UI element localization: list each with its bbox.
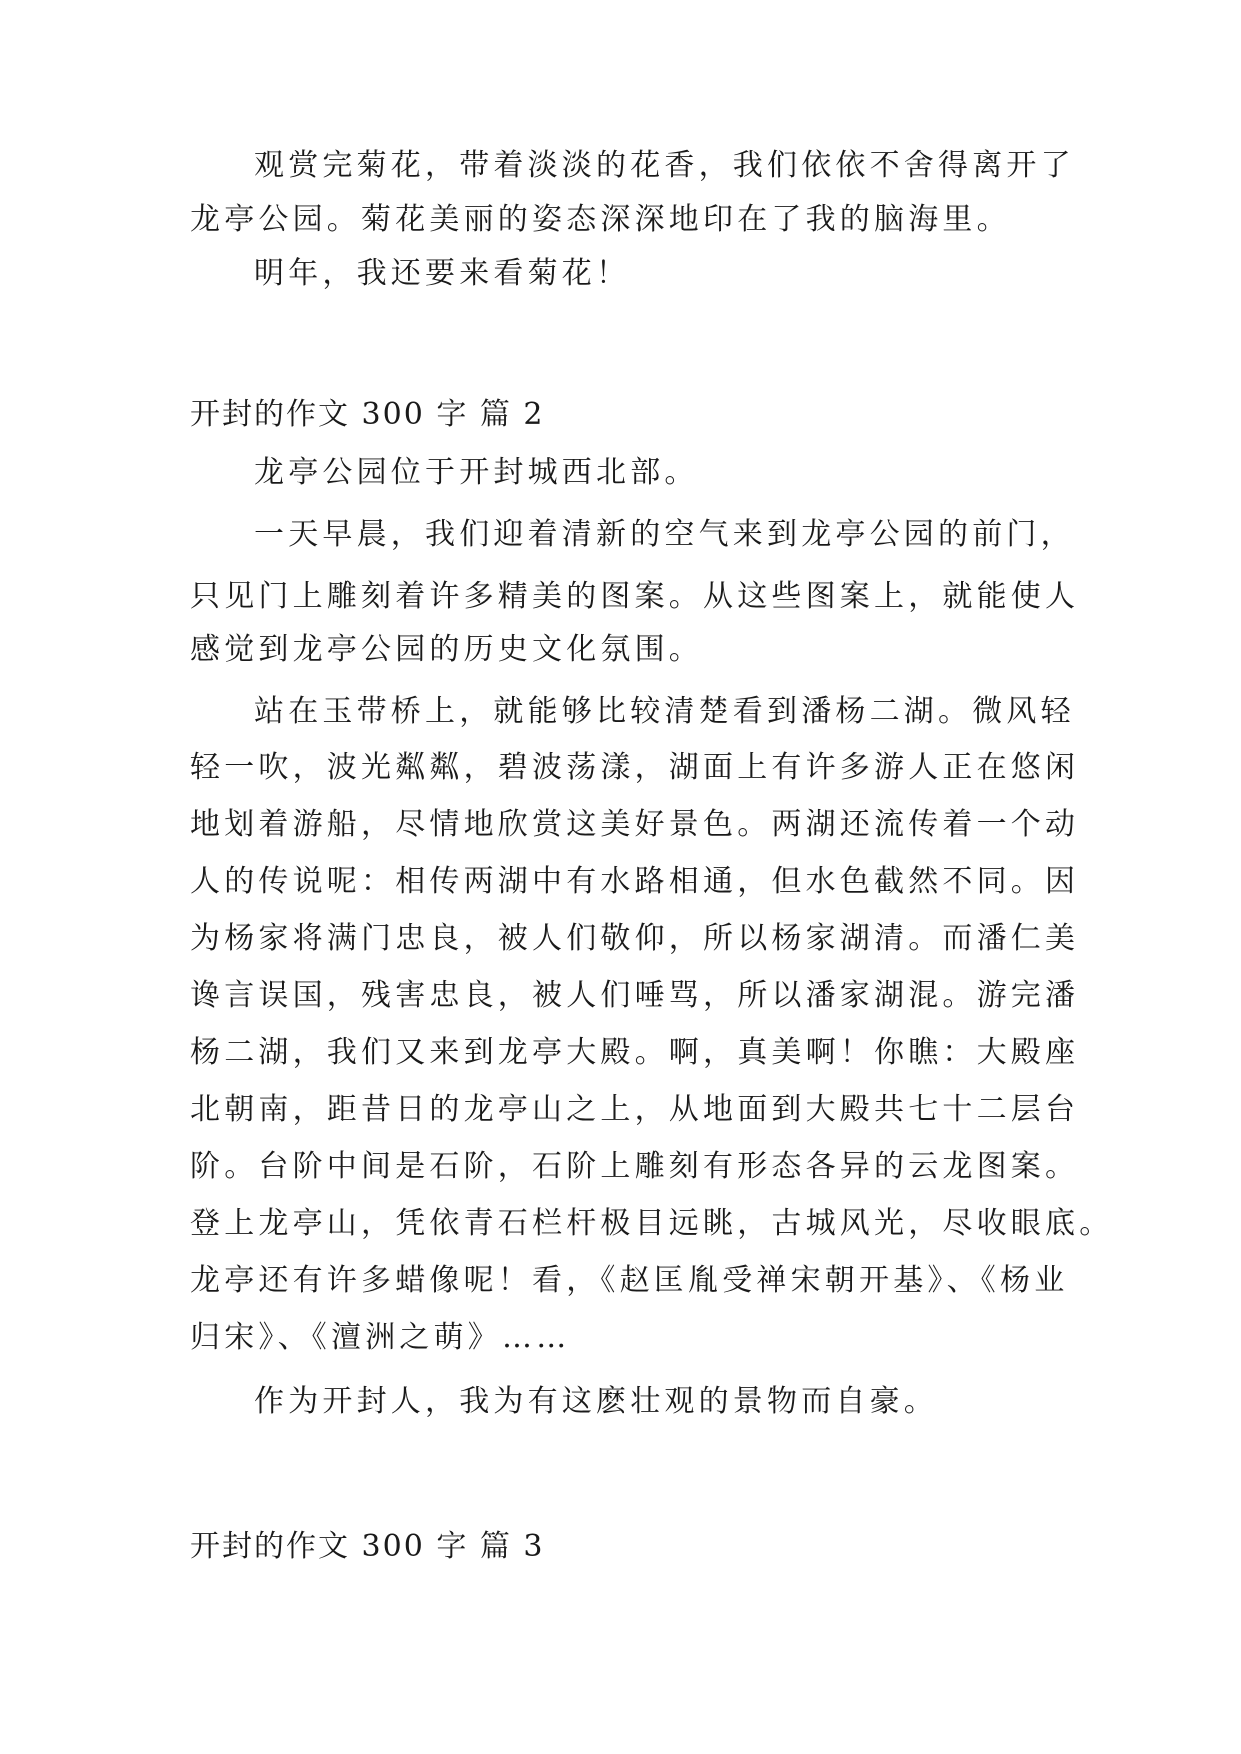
paragraph-line: 龙亭公园。菊花美丽的姿态深深地印在了我的脑海里。 [190, 202, 1011, 237]
paragraph-line: 北朝南，距昔日的龙亭山之上，从地面到大殿共七十二层台 [190, 1092, 1080, 1127]
paragraph-line: 作为开封人，我为有这麽壮观的景物而自豪。 [254, 1384, 938, 1419]
paragraph-line: 阶。台阶中间是石阶，石阶上雕刻有形态各异的云龙图案。 [190, 1149, 1080, 1184]
paragraph-line: 龙亭公园位于开封城西北部。 [254, 455, 699, 490]
paragraph-line: 只见门上雕刻着许多精美的图案。从这些图案上，就能使人 [190, 579, 1080, 614]
paragraph-line: 观赏完菊花，带着淡淡的花香，我们依依不舍得离开了 [254, 148, 1075, 183]
paragraph-line: 龙亭还有许多蜡像呢！看，《赵匡胤受禅宋朝开基》、《杨业 [190, 1263, 1069, 1298]
paragraph-line: 站在玉带桥上，就能够比较清楚看到潘杨二湖。微风轻 [254, 694, 1075, 729]
paragraph-line: 明年，我还要来看菊花！ [254, 256, 631, 291]
section-heading: 开封的作文 300 字 篇 2 [190, 397, 545, 432]
paragraph-line: 人的传说呢：相传两湖中有水路相通，但水色截然不同。因 [190, 864, 1080, 899]
paragraph-line: 为杨家将满门忠良，被人们敬仰，所以杨家湖清。而潘仁美 [190, 921, 1080, 956]
paragraph-line: 归宋》、《澶洲之萌》…… [190, 1320, 571, 1355]
paragraph-line: 一天早晨，我们迎着清新的空气来到龙亭公园的前门， [254, 517, 1075, 552]
paragraph-line: 地划着游船，尽情地欣赏这美好景色。两湖还流传着一个动 [190, 807, 1080, 842]
section-heading: 开封的作文 300 字 篇 3 [190, 1529, 545, 1564]
paragraph-line: 谗言误国，残害忠良，被人们唾骂，所以潘家湖混。游完潘 [190, 978, 1080, 1013]
paragraph-line: 轻一吹，波光粼粼，碧波荡漾，湖面上有许多游人正在悠闲 [190, 750, 1080, 785]
paragraph-line: 感觉到龙亭公园的历史文化氛围。 [190, 632, 703, 667]
paragraph-line: 登上龙亭山，凭依青石栏杆极目远眺，古城风光，尽收眼底。 [190, 1206, 1114, 1241]
paragraph-line: 杨二湖，我们又来到龙亭大殿。啊，真美啊！你瞧：大殿座 [190, 1035, 1080, 1070]
